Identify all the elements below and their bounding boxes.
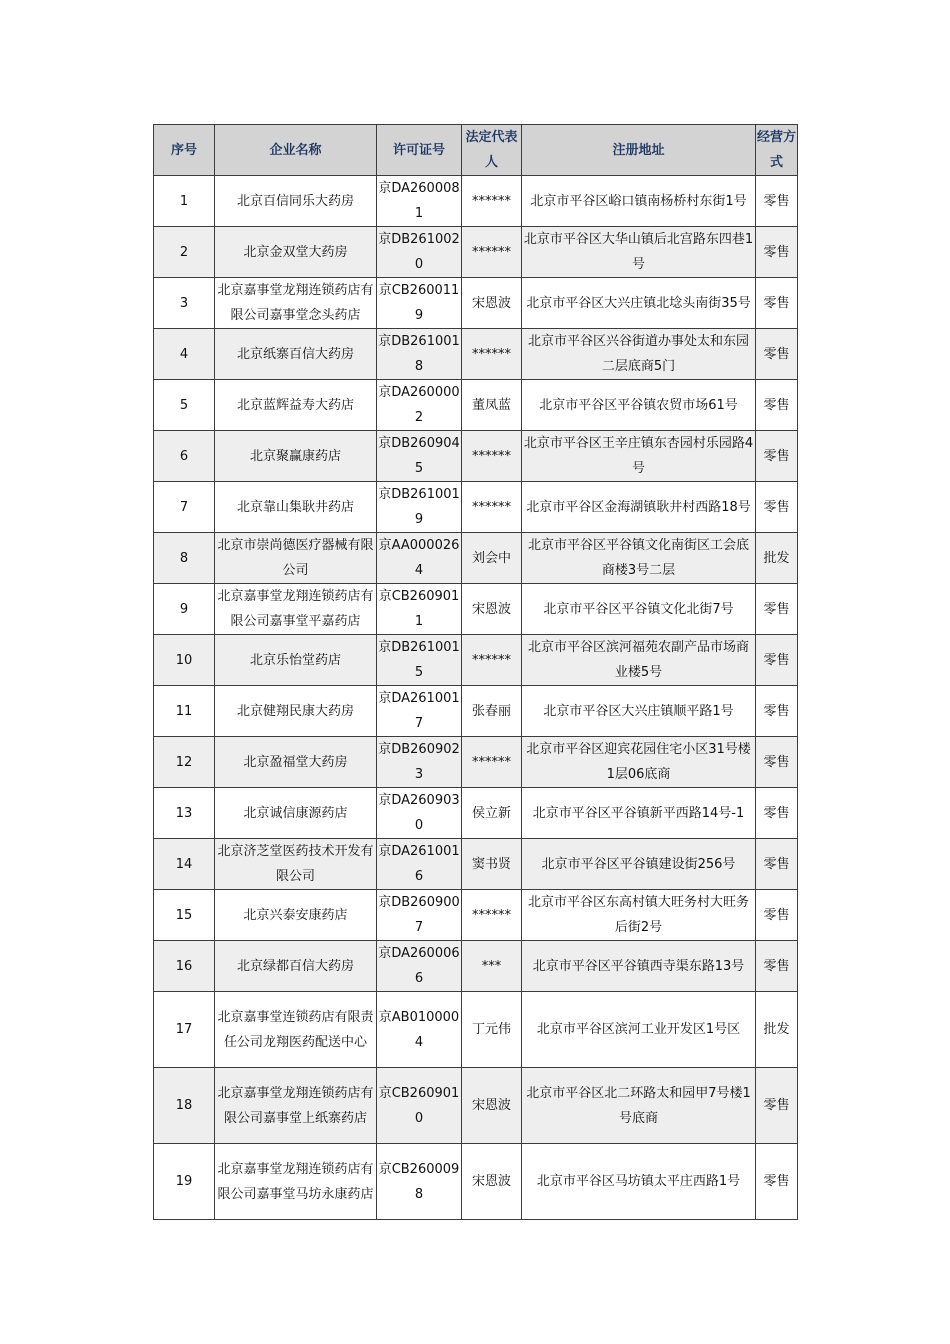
cell-no: 17 [154,992,215,1068]
cell-legal-rep: *** [462,941,522,992]
cell-license-number: 京DB2610020 [377,227,462,278]
cell-business-mode: 零售 [756,737,798,788]
cell-license-number: 京AA0000264 [377,533,462,584]
cell-company-name: 北京嘉事堂连锁药店有限责任公司龙翔医药配送中心 [215,992,377,1068]
cell-address: 北京市平谷区平谷镇新平西路14号-1 [522,788,756,839]
cell-business-mode: 零售 [756,584,798,635]
cell-business-mode: 批发 [756,533,798,584]
header-row [154,125,798,176]
cell-license-number: 京DB2609023 [377,737,462,788]
table-row [154,329,798,380]
cell-company-name: 北京嘉事堂龙翔连锁药店有限公司嘉事堂念头药店 [215,278,377,329]
cell-no: 11 [154,686,215,737]
cell-business-mode: 零售 [756,1144,798,1220]
cell-legal-rep: ****** [462,635,522,686]
cell-company-name: 北京纸寨百信大药房 [215,329,377,380]
table-row [154,533,798,584]
cell-company-name: 北京靠山集耿井药店 [215,482,377,533]
cell-legal-rep: 窦书贤 [462,839,522,890]
cell-company-name: 北京蓝辉益寿大药店 [215,380,377,431]
table-row [154,788,798,839]
cell-legal-rep: 张春丽 [462,686,522,737]
table-row [154,584,798,635]
table-row [154,1068,798,1144]
col-header-mode: 经营方式 [756,125,798,176]
cell-business-mode: 零售 [756,890,798,941]
cell-no: 4 [154,329,215,380]
cell-address: 北京市平谷区滨河福苑农副产品市场商业楼5号 [522,635,756,686]
cell-address: 北京市平谷区王辛庄镇东杏园村乐园路4号 [522,431,756,482]
table-row [154,278,798,329]
table-row [154,431,798,482]
cell-business-mode: 零售 [756,1068,798,1144]
table-row [154,992,798,1068]
cell-no: 2 [154,227,215,278]
table-row [154,227,798,278]
cell-legal-rep: 宋恩波 [462,1144,522,1220]
cell-no: 15 [154,890,215,941]
cell-license-number: 京DB2610019 [377,482,462,533]
cell-address: 北京市平谷区平谷镇建设街256号 [522,839,756,890]
cell-legal-rep: 侯立新 [462,788,522,839]
cell-legal-rep: ****** [462,227,522,278]
cell-address: 北京市平谷区金海湖镇耿井村西路18号 [522,482,756,533]
cell-address: 北京市平谷区平谷镇文化北街7号 [522,584,756,635]
cell-address: 北京市平谷区大兴庄镇顺平路1号 [522,686,756,737]
table-row [154,737,798,788]
table-row [154,380,798,431]
cell-company-name: 北京健翔民康大药房 [215,686,377,737]
cell-company-name: 北京市崇尚德医疗器械有限公司 [215,533,377,584]
cell-legal-rep: 刘会中 [462,533,522,584]
cell-business-mode: 零售 [756,941,798,992]
cell-license-number: 京DA2610017 [377,686,462,737]
cell-legal-rep: 董凤蓝 [462,380,522,431]
cell-company-name: 北京济芝堂医药技术开发有限公司 [215,839,377,890]
cell-company-name: 北京金双堂大药房 [215,227,377,278]
col-header-address: 注册地址 [522,125,756,176]
cell-no: 8 [154,533,215,584]
cell-no: 16 [154,941,215,992]
cell-address: 北京市平谷区平谷镇西寺渠东路13号 [522,941,756,992]
cell-no: 12 [154,737,215,788]
col-header-name: 企业名称 [215,125,377,176]
cell-business-mode: 零售 [756,788,798,839]
cell-company-name: 北京嘉事堂龙翔连锁药店有限公司嘉事堂上纸寨药店 [215,1068,377,1144]
cell-business-mode: 批发 [756,992,798,1068]
cell-legal-rep: 宋恩波 [462,584,522,635]
cell-address: 北京市平谷区峪口镇南杨桥村东街1号 [522,176,756,227]
table-row [154,890,798,941]
cell-legal-rep: ****** [462,431,522,482]
license-registry-table [153,124,798,1220]
cell-business-mode: 零售 [756,227,798,278]
cell-address: 北京市平谷区大华山镇后北宫路东四巷1号 [522,227,756,278]
cell-company-name: 北京嘉事堂龙翔连锁药店有限公司嘉事堂平嘉药店 [215,584,377,635]
cell-address: 北京市平谷区平谷镇文化南街区工会底商楼3号二层 [522,533,756,584]
cell-license-number: 京DA2600002 [377,380,462,431]
cell-no: 9 [154,584,215,635]
cell-company-name: 北京兴泰安康药店 [215,890,377,941]
cell-address: 北京市平谷区平谷镇农贸市场61号 [522,380,756,431]
cell-license-number: 京DB2610015 [377,635,462,686]
table-row [154,482,798,533]
table-row [154,635,798,686]
cell-address: 北京市平谷区滨河工业开发区1号区 [522,992,756,1068]
cell-address: 北京市平谷区北二环路太和园甲7号楼1号底商 [522,1068,756,1144]
cell-license-number: 京CB2609011 [377,584,462,635]
cell-no: 3 [154,278,215,329]
cell-legal-rep: ****** [462,329,522,380]
col-header-rep: 法定代表人 [462,125,522,176]
cell-legal-rep: ****** [462,737,522,788]
cell-no: 19 [154,1144,215,1220]
cell-address: 北京市平谷区东高村镇大旺务村大旺务后街2号 [522,890,756,941]
table-row [154,1144,798,1220]
cell-legal-rep: 宋恩波 [462,1068,522,1144]
cell-license-number: 京DB2610018 [377,329,462,380]
cell-license-number: 京DA2610016 [377,839,462,890]
cell-no: 14 [154,839,215,890]
cell-business-mode: 零售 [756,380,798,431]
cell-business-mode: 零售 [756,839,798,890]
cell-no: 10 [154,635,215,686]
cell-license-number: 京DA2600081 [377,176,462,227]
cell-license-number: 京CB2609010 [377,1068,462,1144]
cell-no: 5 [154,380,215,431]
cell-license-number: 京DA2609030 [377,788,462,839]
table-row [154,686,798,737]
cell-legal-rep: ****** [462,482,522,533]
cell-company-name: 北京绿都百信大药房 [215,941,377,992]
cell-license-number: 京CB2600098 [377,1144,462,1220]
cell-business-mode: 零售 [756,482,798,533]
cell-address: 北京市平谷区大兴庄镇北埝头南街35号 [522,278,756,329]
col-header-license: 许可证号 [377,125,462,176]
cell-no: 6 [154,431,215,482]
cell-legal-rep: 丁元伟 [462,992,522,1068]
cell-business-mode: 零售 [756,176,798,227]
cell-business-mode: 零售 [756,686,798,737]
cell-no: 1 [154,176,215,227]
cell-legal-rep: 宋恩波 [462,278,522,329]
cell-license-number: 京DB2609045 [377,431,462,482]
cell-business-mode: 零售 [756,278,798,329]
table-body [154,176,798,1220]
table-row [154,176,798,227]
cell-business-mode: 零售 [756,431,798,482]
table-row [154,839,798,890]
cell-address: 北京市平谷区马坊镇太平庄西路1号 [522,1144,756,1220]
cell-address: 北京市平谷区兴谷街道办事处太和东园二层底商5门 [522,329,756,380]
cell-no: 13 [154,788,215,839]
cell-company-name: 北京诚信康源药店 [215,788,377,839]
cell-company-name: 北京乐怡堂药店 [215,635,377,686]
cell-legal-rep: ****** [462,176,522,227]
cell-no: 7 [154,482,215,533]
cell-license-number: 京DA2600066 [377,941,462,992]
cell-business-mode: 零售 [756,329,798,380]
cell-no: 18 [154,1068,215,1144]
cell-business-mode: 零售 [756,635,798,686]
cell-license-number: 京DB2609007 [377,890,462,941]
cell-company-name: 北京百信同乐大药房 [215,176,377,227]
cell-company-name: 北京嘉事堂龙翔连锁药店有限公司嘉事堂马坊永康药店 [215,1144,377,1220]
table-row [154,941,798,992]
cell-company-name: 北京聚赢康药店 [215,431,377,482]
cell-company-name: 北京盈福堂大药房 [215,737,377,788]
cell-address: 北京市平谷区迎宾花园住宅小区31号楼1层06底商 [522,737,756,788]
cell-license-number: 京AB0100004 [377,992,462,1068]
table-header [154,125,798,176]
cell-license-number: 京CB2600119 [377,278,462,329]
cell-legal-rep: ****** [462,890,522,941]
col-header-no: 序号 [154,125,215,176]
